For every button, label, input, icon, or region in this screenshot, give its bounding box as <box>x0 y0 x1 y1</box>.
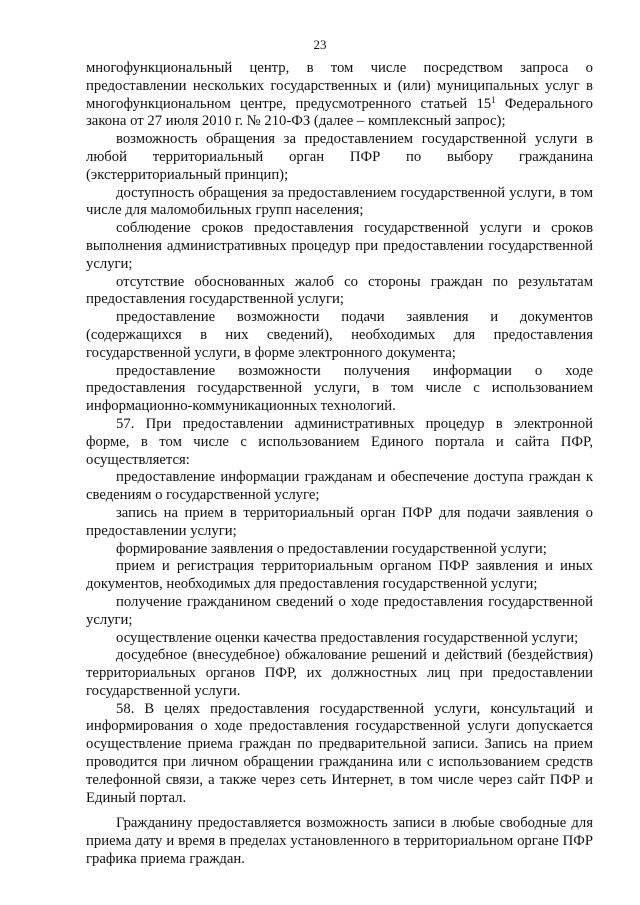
list-item-quality-assessment: осуществление оценки качества предоставления государственной услуги; <box>116 629 579 646</box>
paragraph-complaints: отсутствие обоснованных жалоб со стороны граждан по результатам предоставления государственной услуги; <box>86 273 593 308</box>
paragraph-deadlines: соблюдение сроков предоставления государственной услуги и сроков выполнения административных процедур при предоставлении государственной услуги; <box>86 220 593 272</box>
list-item-appeal: досудебное (внесудебное) обжалование решений и действий (бездействия) территориальных органов ПФР, их должностных лиц при предоставлении государственной услуги. <box>86 647 593 699</box>
paragraph-mfc-continuation <box>86 60 593 131</box>
list-item-information: предоставление информации гражданам и обеспечение доступа граждан к сведениям о государственной услуге; <box>86 469 593 504</box>
document-body <box>86 60 593 869</box>
paragraph-58: 58. В целях предоставления государственной услуги, консультаций и информирования о ходе предоставления государственной услуги допускается осуществление приема граждан по предварительной записи. Запись на прием проводится при личном обращении гражданина или с использованием средств телефонной связи, а также через сеть Интернет, в том числе через сайт ПФР и Единый портал. <box>86 700 593 806</box>
paragraph-extraterritorial: возможность обращения за предоставлением государственной услуги в любой территориальный орган ПФР по выбору гражданина (экстерриториальный принцип); <box>86 131 593 183</box>
paragraph-57: 57. При предоставлении административных процедур в электронной форме, в том числе с использованием Единого портала и сайта ПФР, осуществляется: <box>86 415 593 468</box>
paragraph-appointment-slots: Гражданину предоставляется возможность записи в любые свободные для приема дату и время в пределах установленного в территориальном органе ПФР графика приема граждан. <box>86 815 593 868</box>
article-superscript: 1 <box>491 94 496 105</box>
paragraph-electronic-filing: предоставление возможности подачи заявления и документов (содержащихся в них сведений), необходимых для предоставления государственной услуги, в форме электронного документа; <box>86 309 593 361</box>
paragraph-accessibility: доступность обращения за предоставлением государственной услуги, в том числе для маломобильных групп населения; <box>86 184 593 219</box>
list-item-registration: прием и регистрация территориальным органом ПФР заявления и иных документов, необходимых для предоставления государственной услуги; <box>86 558 593 593</box>
paragraph-status-info: предоставление возможности получения информации о ходе предоставления государственной услуги, в том числе с использованием информационно-коммуникационных технологий. <box>86 362 593 415</box>
list-item-form-application: формирование заявления о предоставлении государственной услуги; <box>116 540 547 557</box>
paragraph-text-tail: Федерального закона от 27 июля 2010 г. № 210-ФЗ (далее – комплексный запрос); <box>86 95 593 130</box>
page-number: 23 <box>313 37 327 52</box>
list-item-progress-info: получение гражданином сведений о ходе предоставления государственной услуги; <box>86 593 593 628</box>
list-item-appointment: запись на прием в территориальный орган ПФР для подачи заявления о предоставлении услуги; <box>86 504 593 539</box>
paragraph-text: многофункциональный центр, в том числе посредством запроса о предоставлении нескольких государственных и (или) муниципальных услуг в многофункциональном центре, предусмотренного статьей 15 <box>86 60 593 112</box>
